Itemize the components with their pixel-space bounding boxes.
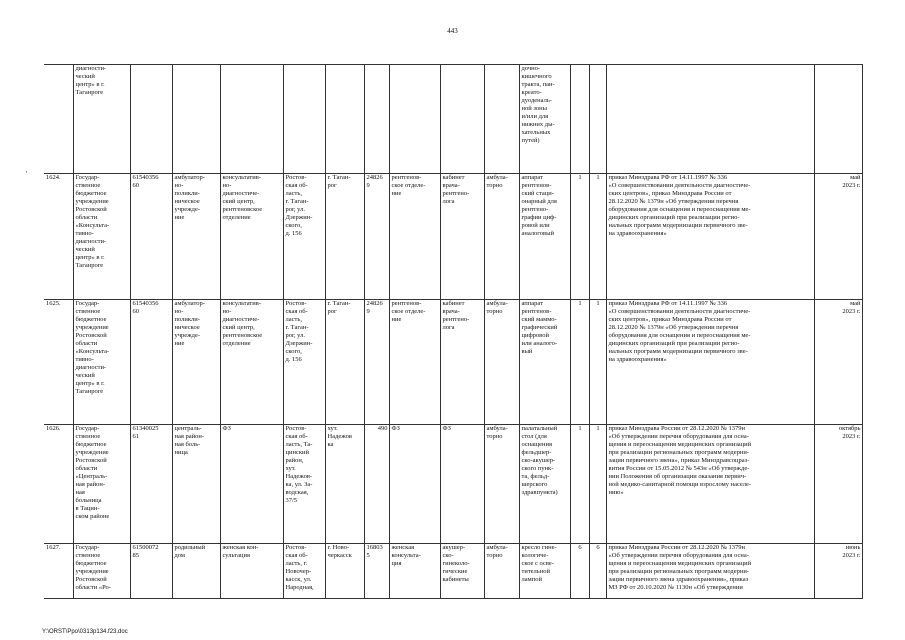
quantity-plan: 1: [589, 300, 606, 425]
organization-type: амбулатор- но- поликли- ническое учрежде- ние: [172, 300, 220, 425]
equipment-register-table: [44, 64, 863, 599]
address: Ростов- ская об- ласть, г. Таган- рог, ул. Дзержин- ского, д. 156: [283, 174, 325, 300]
organization-type: родильный дом: [172, 544, 220, 599]
unit: рентгенов- ское отделе- ние: [389, 174, 440, 300]
care-mode: амбула- торно: [484, 174, 519, 300]
department: консультатив- но- диагностиче- ский центр, рентгеновское отделение: [220, 174, 283, 300]
locality: г. Таган- рог: [325, 174, 364, 300]
row-number: 1624.: [44, 174, 73, 300]
quantity-plan: 6: [589, 544, 606, 599]
delivery-date: июнь 2023 г.: [814, 544, 862, 599]
delivery-date: октябрь 2023 г.: [814, 425, 862, 544]
organization-type: [172, 65, 220, 174]
table-row: [44, 425, 862, 544]
unit: [389, 65, 440, 174]
department: женская кон- сультация: [220, 544, 283, 599]
room: кабинет врача- рентгено- лога: [440, 300, 484, 425]
inn: 61540356 60: [130, 174, 172, 300]
row-number: 1625.: [44, 300, 73, 425]
quantity-plan: 1: [589, 425, 606, 544]
room: ФЗ: [440, 425, 484, 544]
unit: женская консульта- ция: [389, 544, 440, 599]
equipment: дочно- кишечного тракта, пан- креато- дуоденаль- ной зоны и/или для нижних ды- хательных путей): [519, 65, 570, 174]
organization-type: централь- ная район- ная боль- ница: [172, 425, 220, 544]
room: кабинет врача- рентгено- лога: [440, 174, 484, 300]
equipment: аппарат рентгенов- ский маммо- графический цифровой или аналого- вый: [519, 300, 570, 425]
locality: хут. Надежов ка: [325, 425, 364, 544]
address: Ростов- ская об- ласть, Та- цинский район, хут. Надежов- ка, ул. За- водская, 37/5: [283, 425, 325, 544]
unit: ФЗ: [389, 425, 440, 544]
quantity-plan: [589, 65, 606, 174]
equipment: кресло гине- кологиче- ское с осве- тительной лампой: [519, 544, 570, 599]
population: [364, 65, 389, 174]
legal-basis: приказ Минздрава РФ от 14.11.1997 № 336 «О совершенствовании деятельности диагностиче- ских центров», приказ Минздрава России от 28.12.2020 № 1379н «Об утверждении перечня оборудования для оснащения и переоснащения ме- дицинских организаций при реализации регио- нальных программ модернизации первичного зве- на здравоохранения»: [606, 174, 814, 300]
legal-basis: приказ Минздрава РФ от 14.11.1997 № 336 «О совершенствовании деятельности диагностиче- ских центров», приказ Минздрава России от 28.12.2020 № 1379н «Об утверждении перечня оборудования для оснащения и переоснащения ме- дицинских организаций при реализации регио- нальных программ модернизации первичного зве- на здравоохранения»: [606, 300, 814, 425]
inn: 61540356 60: [130, 300, 172, 425]
quantity-plan: 1: [589, 174, 606, 300]
quantity-need: 1: [570, 300, 589, 425]
table-row: [44, 544, 862, 599]
delivery-date: май 2023 г.: [814, 300, 862, 425]
quantity-need: 6: [570, 544, 589, 599]
delivery-date: [814, 65, 862, 174]
page-number: 443: [447, 27, 458, 35]
address: [283, 65, 325, 174]
row-number: 1626.: [44, 425, 73, 544]
equipment: палатальный стол (для оснащения фельдшер- ско-акушер- ского пунк- та, фельд- шерского здравпункта): [519, 425, 570, 544]
address: Ростов- ская об- ласть, г. Новочер- касск, ул. Народная,: [283, 544, 325, 599]
organization-name: Государ- ственное бюджетное учреждение Ростовской области «Консульта- тивно- диагности- ческий центр» в г. Таганроге: [73, 300, 130, 425]
care-mode: амбула- торно: [484, 425, 519, 544]
quantity-need: 1: [570, 425, 589, 544]
row-number: [44, 65, 73, 174]
unit: рентгенов- ское отделе- ние: [389, 300, 440, 425]
care-mode: амбула- торно: [484, 300, 519, 425]
legal-basis: приказ Минздрава России от 28.12.2020 № 1379н «Об утверждении перечня оборудования для осна- щения и переоснащения медицинских организаций при реализации региональных программ модерни- зации первичного звена здравоохранения», приказ МЗ РФ от 20.10.2020 № 1130н «Об утверждении: [606, 544, 814, 599]
margin-mark: ': [26, 170, 28, 178]
organization-type: амбулатор- но- поликли- ническое учрежде- ние: [172, 174, 220, 300]
care-mode: [484, 65, 519, 174]
quantity-need: 1: [570, 174, 589, 300]
file-path-footer: Y:\ORST\Ppo\0313p134.f23.doc: [42, 629, 128, 635]
address: Ростов- ская об- ласть, г. Таган- рог, ул. Дзержин- ского, д. 156: [283, 300, 325, 425]
quantity-need: [570, 65, 589, 174]
department: [220, 65, 283, 174]
room: [440, 65, 484, 174]
inn: [130, 65, 172, 174]
department: ФЗ: [220, 425, 283, 544]
organization-name: Государ- ственное бюджетное учреждение Ростовской области «Консульта- тивно- диагности- ческий центр» в г. Таганроге: [73, 174, 130, 300]
locality: г. Ново- черкасск: [325, 544, 364, 599]
care-mode: амбула- торно: [484, 544, 519, 599]
organization-name: Государ- ственное бюджетное учреждение Ростовской области «Ро-: [73, 544, 130, 599]
row-number: 1627.: [44, 544, 73, 599]
inn: 61340025 61: [130, 425, 172, 544]
equipment: аппарат рентгенов- ский стаци- онарный для рентгено- графии циф- ровой или аналоговый: [519, 174, 570, 300]
organization-name: диагности- ческий центр» в г. Таганроге: [73, 65, 130, 174]
population: 16803 5: [364, 544, 389, 599]
legal-basis: [606, 65, 814, 174]
table-row: [44, 174, 862, 300]
locality: г. Таган- рог: [325, 300, 364, 425]
inn: 61500072 85: [130, 544, 172, 599]
table-row: [44, 65, 862, 174]
department: консультатив- но- диагностиче- ский центр, рентгеновское отделение: [220, 300, 283, 425]
population: 490: [364, 425, 389, 544]
organization-name: Государ- ственное бюджетное учреждение Ростовской области «Централь- ная район- ная больница в Тацин- ском районе: [73, 425, 130, 544]
delivery-date: май 2023 г.: [814, 174, 862, 300]
population: 24826 9: [364, 174, 389, 300]
locality: [325, 65, 364, 174]
table-row: [44, 300, 862, 425]
population: 24826 9: [364, 300, 389, 425]
legal-basis: приказ Минздрава России от 28.12.2020 № 1379н «Об утверждении перечня оборудования для осна- щения и переоснащения медицинских организаций при реализации региональных программ модерни- зации первичного звена», приказ Минздравсоцраз- вития России от 15.05.2012 № 543н «Об утвержде- нии Положения об организации оказания первич- ной медико-санитарной помощи взрослому населе- нию»: [606, 425, 814, 544]
room: акушер- ско- гинеколо- гические кабинеты: [440, 544, 484, 599]
